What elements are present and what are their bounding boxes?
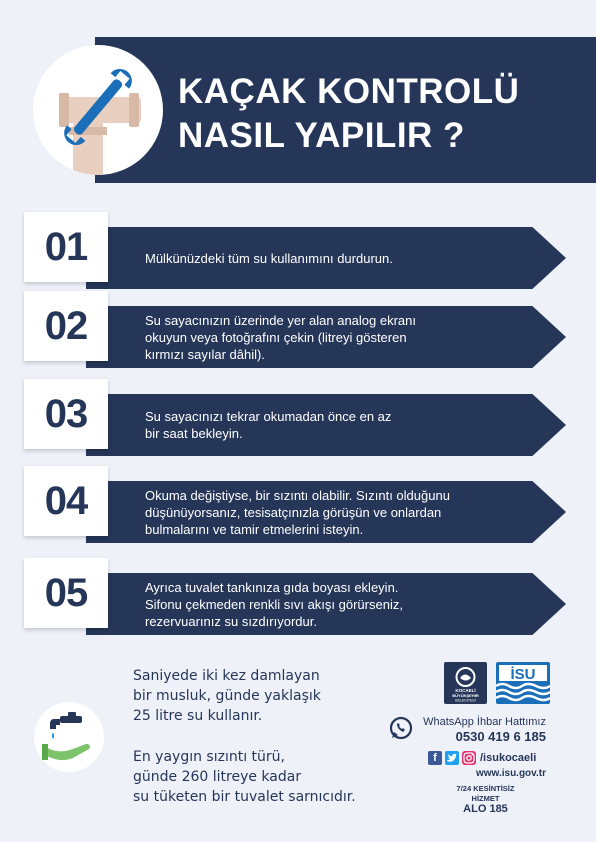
- step-number-box: [24, 558, 108, 628]
- header-illustration: [33, 45, 163, 175]
- step-number-box: [24, 291, 108, 361]
- step-text: Su sayacınızın üzerinde yer alan analog ekranı okuyun veya fotoğrafını çekin (litreyi gösteren kırmızı sayılar dâhil).: [145, 312, 417, 362]
- step-05: [0, 558, 596, 648]
- step-04: [0, 466, 596, 556]
- svg-text:BÜYÜKŞEHİR: BÜYÜKŞEHİR: [452, 693, 479, 698]
- step-number: 03: [44, 392, 88, 436]
- step-number-box: [24, 466, 108, 536]
- social-handle[interactable]: /isukocaeli: [480, 752, 537, 764]
- whatsapp-number[interactable]: 0530 419 6 185: [455, 729, 546, 744]
- step-02: [0, 291, 596, 381]
- step-text: Ayrıca tuvalet tankınıza gıda boyası ekleyin. Sifonu çekmeden renkli sıvı akışı görürseniz, rezervuarınız su sızdırıyordur.: [145, 579, 403, 629]
- fact-faucet: Saniyede iki kez damlayan bir musluk, günde yaklaşık 25 litre su kullanır.: [133, 668, 321, 724]
- step-03: [0, 379, 596, 469]
- service-line-1: 7/24 KESİNTİSİZ: [456, 784, 515, 793]
- twitter-icon[interactable]: [445, 751, 459, 765]
- isu-logo: [496, 662, 550, 704]
- svg-text:BELEDİYESİ: BELEDİYESİ: [455, 698, 476, 703]
- faucet-hand-icon: [34, 702, 104, 772]
- fact-toilet: En yaygın sızıntı türü, günde 260 litreye kadar su tüketen bir tuvalet sarnıcıdır.: [133, 749, 356, 805]
- instagram-icon[interactable]: [462, 751, 476, 765]
- step-text: Okuma değiştiyse, bir sızıntı olabilir. Sızıntı olduğunu düşünüyorsanız, tesisatçınızla görüşün ve onlardan bulmalarını ve tamir etmelerini isteyin.: [145, 487, 450, 537]
- hotline[interactable]: ALO 185: [463, 803, 508, 815]
- step-text: Su sayacınızı tekrar okumadan önce en az bir saat bekleyin.: [145, 409, 392, 441]
- step-number: 04: [44, 479, 88, 523]
- municipality-logo: [444, 662, 487, 704]
- step-number-box: [24, 212, 108, 282]
- faucet-illustration: [34, 702, 104, 772]
- whatsapp-label: WhatsApp İhbar Hattımız: [423, 716, 546, 728]
- service-line-2: HİZMET: [471, 794, 500, 803]
- svg-text:KOCAELİ: KOCAELİ: [455, 688, 476, 693]
- step-text: Mülkünüzdeki tüm su kullanımını durdurun.: [145, 250, 393, 266]
- svg-text:İSU: İSU: [510, 666, 536, 683]
- step-number: 02: [44, 304, 88, 348]
- page-title: [178, 70, 519, 158]
- pipe-wrench-icon: [33, 45, 163, 175]
- title-line-2: NASIL YAPILIR ?: [178, 116, 465, 155]
- step-number: 01: [44, 225, 88, 269]
- website-link[interactable]: www.isu.gov.tr: [475, 768, 546, 779]
- facebook-icon[interactable]: f: [428, 751, 442, 765]
- step-number: 05: [44, 571, 88, 615]
- step-01: [0, 212, 596, 302]
- isu-wave-icon: [496, 662, 550, 704]
- step-number-box: [24, 379, 108, 449]
- municipality-emblem-icon: [444, 662, 487, 704]
- title-line-1: KAÇAK KONTROLÜ: [178, 72, 520, 111]
